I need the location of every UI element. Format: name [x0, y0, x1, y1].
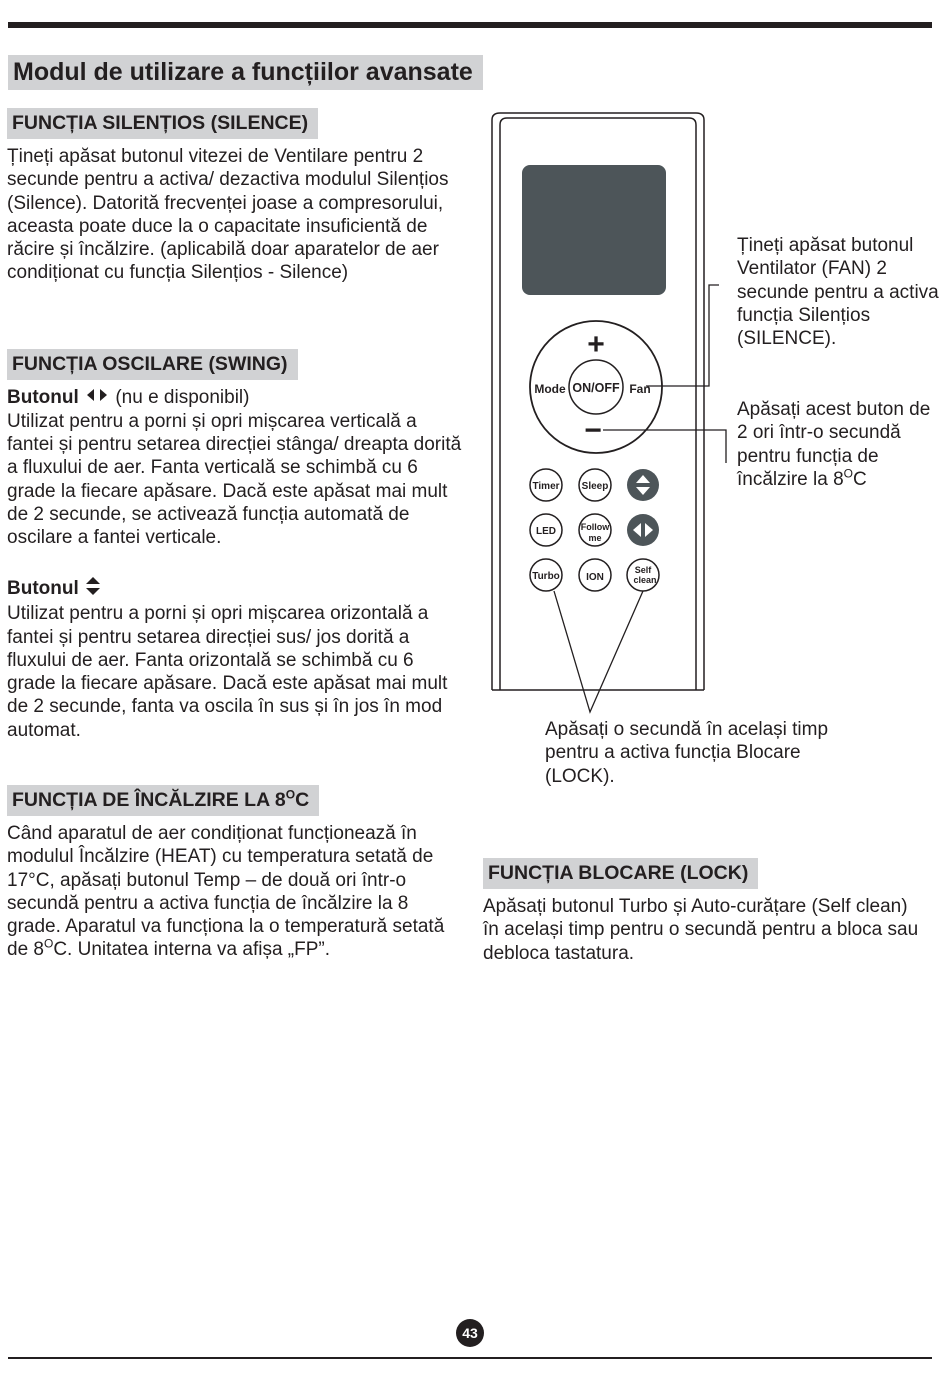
self-label: Self: [634, 565, 652, 575]
onoff-label: ON/OFF: [572, 381, 620, 395]
minus-label: −: [584, 414, 602, 447]
page-title: Modul de utilizare a funcțiilor avansate: [8, 55, 483, 90]
swing-button1-note: (nu e disponibil): [115, 387, 250, 408]
led-label: LED: [536, 526, 556, 537]
lock-heading: FUNCȚIA BLOCARE (LOCK): [483, 858, 758, 889]
lock-callout: Apăsați o secundă în același timp pentru a activa funcția Blocare (LOCK).: [545, 719, 829, 787]
fan-leader-line: [646, 285, 719, 386]
swing-heading: FUNCȚIA OSCILARE (SWING): [7, 349, 298, 380]
turbo-label: Turbo: [532, 571, 560, 582]
bottom-rule: [8, 1357, 932, 1359]
fan-label: Fan: [629, 382, 651, 396]
follow-label: Follow: [580, 522, 610, 532]
sleep-label: Sleep: [581, 481, 609, 492]
lock-leader-line: [554, 591, 643, 712]
plus-label: +: [587, 328, 605, 361]
swing-button2-text: Utilizat pentru a porni și opri mișcarea orizontală a fantei și pentru setarea direcției sus/ jos dorită a fluxului de aer. Fanta orizontală se schimbă cu 6 grade la fiecare apăsare. Dacă este apăsat mai mult de 2 secunde, fanta va oscila în sus și în jos în mod automat.: [7, 603, 448, 741]
heat8-heading: FUNCȚIA DE ÎNCĂLZIRE LA $8^OC$: [7, 785, 319, 816]
me-label: me: [588, 533, 602, 543]
heat8-text: Când aparatul de aer condiționat funcționează în modulul Încălzire (HEAT) cu temperatura setată de 17°C, apăsați butonul Temp – de două ori într-o secundă pentru a activa funcția de încălzire la 8 grade. Aparatul va funcționa la o temperatură setată de $8^OC$. Unitatea interna va afișa „FP”.: [7, 823, 445, 961]
mode-label: Mode: [534, 382, 566, 396]
page-number: 43: [456, 1319, 484, 1347]
silence-heading: FUNCȚIA SILENȚIOS (SILENCE): [7, 108, 318, 139]
fan-callout: Țineți apăsat butonul Ventilator (FAN) 2 secunde pentru a activa funcția Silențios (SILENCE).: [737, 235, 939, 350]
minus-callout: Apăsați acest buton de 2 ori într-o secundă pentru funcția de încălzire la $8^OC$: [737, 399, 931, 490]
timer-label: Timer: [532, 481, 560, 492]
swing-updown-button: [627, 469, 659, 501]
swing-leftright-button: [627, 514, 659, 546]
swing-button1-text: Utilizat pentru a porni și opri mișcarea verticală a fantei și pentru setarea direcției stânga/ dreapta dorită a fluxului de aer. Fanta verticală se schimbă cu 6 grade la fiecare apăsare. Dacă este apăsat mai mult de 2 secunde, se activează funcția automată de oscilare a fantei verticale.: [7, 410, 462, 549]
ion-label: ION: [586, 572, 604, 583]
swing-button1-label: Butonul: [7, 387, 79, 408]
lock-text: Apăsați butonul Turbo și Auto-curățare (Self clean) în același timp pentru o secundă pentru a bloca sau debloca tastatura.: [483, 896, 919, 964]
swing-button2-label: Butonul: [7, 578, 79, 600]
remote-screen: [522, 165, 666, 295]
silence-text: Țineți apăsat butonul vitezei de Ventilare pentru 2 secunde pentru a activa/ dezactiva modulul Silențios (Silence). Datorită frecvenței joase a compresorului, aceasta poate duce la o capacitate insuficientă de răcire și încălzire. (aplicabilă doar aparatelor de aer condiționat cu funcția Silențios - Silence): [7, 146, 449, 284]
minus-leader-line: [603, 430, 726, 463]
clean-label: clean: [633, 575, 657, 585]
